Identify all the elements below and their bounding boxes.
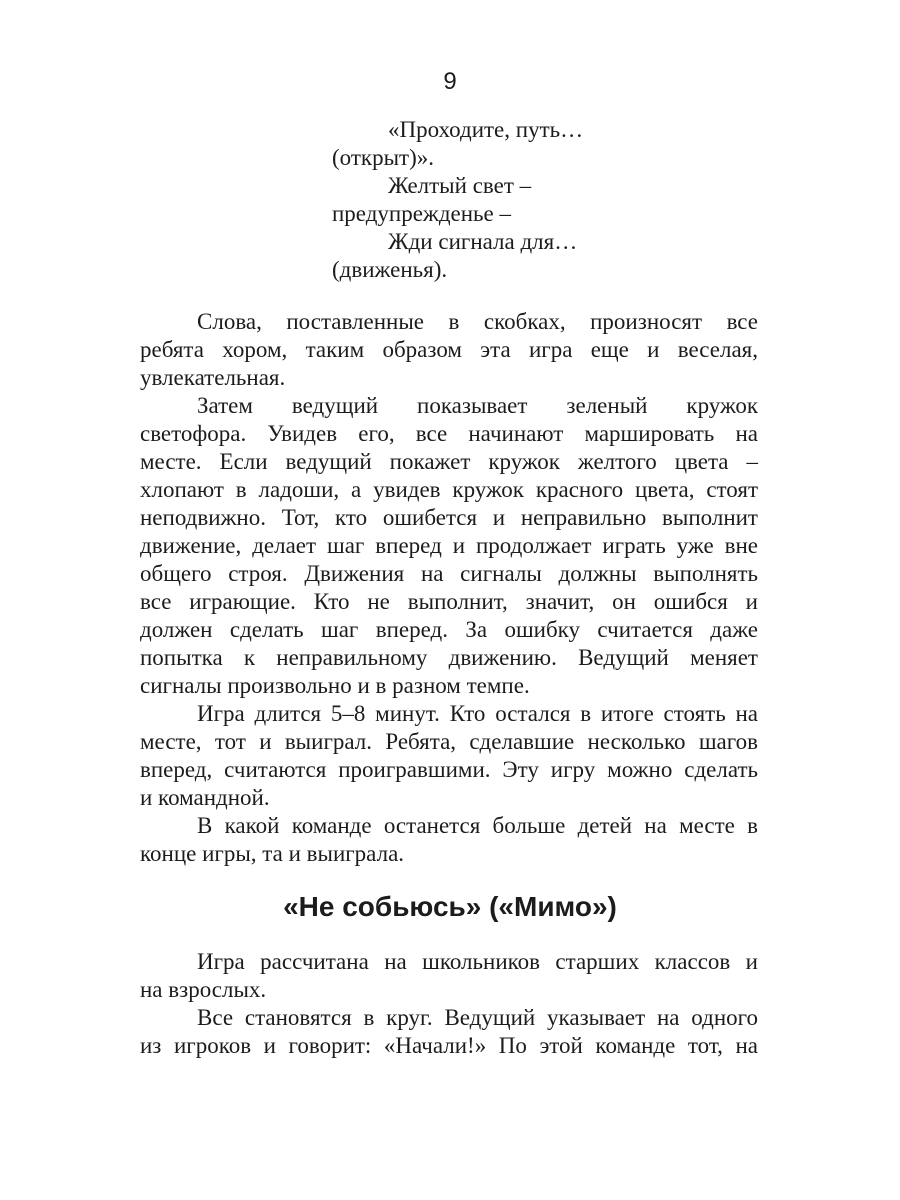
text-line: конце игры, та и выиграла. [140, 841, 405, 866]
text-line: все играющие. Кто не выполнит, значит, он ошибся и [140, 589, 758, 614]
text-line: месте, тот и выиграл. Ребята, сделавшие несколько шагов [140, 729, 758, 754]
paragraph [140, 812, 758, 868]
text-line: сигналы произвольно и в разном темпе. [140, 673, 530, 698]
text-line: на взрослых. [140, 977, 267, 1002]
text-line: Затем ведущий показывает зеленый кружок [197, 393, 758, 418]
text-line: должен сделать шаг вперед. За ошибку считается даже [140, 617, 758, 642]
text-line: попытка к неправильному движению. Ведущий меняет [140, 645, 758, 670]
verse-line: (движенья). [332, 257, 448, 282]
paragraph [140, 392, 758, 700]
page-number: 9 [443, 68, 457, 95]
paragraph [140, 1004, 758, 1060]
text-line: из игроков и говорит: «Начали!» По этой команде тот, на [140, 1033, 758, 1058]
text-line: В какой команде останется больше детей на месте в [197, 813, 758, 838]
verse-line: предупрежденье – [332, 201, 511, 226]
text-line: увлекательная. [140, 365, 286, 390]
paragraphs-bottom [140, 948, 758, 1060]
verse-line: (открыт)». [332, 145, 434, 170]
text-line: движение, делает шаг вперед и продолжает играть уже вне [140, 533, 758, 558]
paragraph [140, 948, 758, 1004]
text-line: Игра длится 5–8 минут. Кто остался в итоге стоять на [197, 701, 758, 726]
text-line: вперед, считаются проигравшими. Эту игру можно сделать [140, 757, 758, 782]
verse-block [332, 116, 583, 284]
text-line: светофора. Увидев его, все начинают маршировать на [140, 421, 758, 446]
paragraph [140, 700, 758, 812]
text-line: общего строя. Движения на сигналы должны выполнять [140, 561, 758, 586]
text-line: Все становятся в круг. Ведущий указывает на одного [197, 1005, 758, 1030]
paragraphs-top [140, 308, 758, 868]
section-heading: «Не собьюсь» («Мимо») [283, 891, 617, 922]
verse-line: «Проходите, путь… [388, 117, 584, 142]
verse-line: Жди сигнала для… [388, 229, 578, 254]
text-line: неподвижно. Тот, кто ошибется и неправильно выполнит [140, 505, 758, 530]
text-line: Игра рассчитана на школьников старших классов и [197, 949, 758, 974]
text-line: месте. Если ведущий покажет кружок желтого цвета – [140, 449, 758, 474]
paragraph [140, 308, 758, 392]
verse-line: Желтый свет – [388, 173, 532, 198]
text-line: хлопают в ладоши, а увидев кружок красного цвета, стоят [140, 477, 758, 502]
text-line: ребята хором, таким образом эта игра еще и веселая, [140, 337, 758, 362]
text-line: и командной. [140, 785, 270, 810]
text-line: Слова, поставленные в скобках, произносят все [197, 309, 758, 334]
